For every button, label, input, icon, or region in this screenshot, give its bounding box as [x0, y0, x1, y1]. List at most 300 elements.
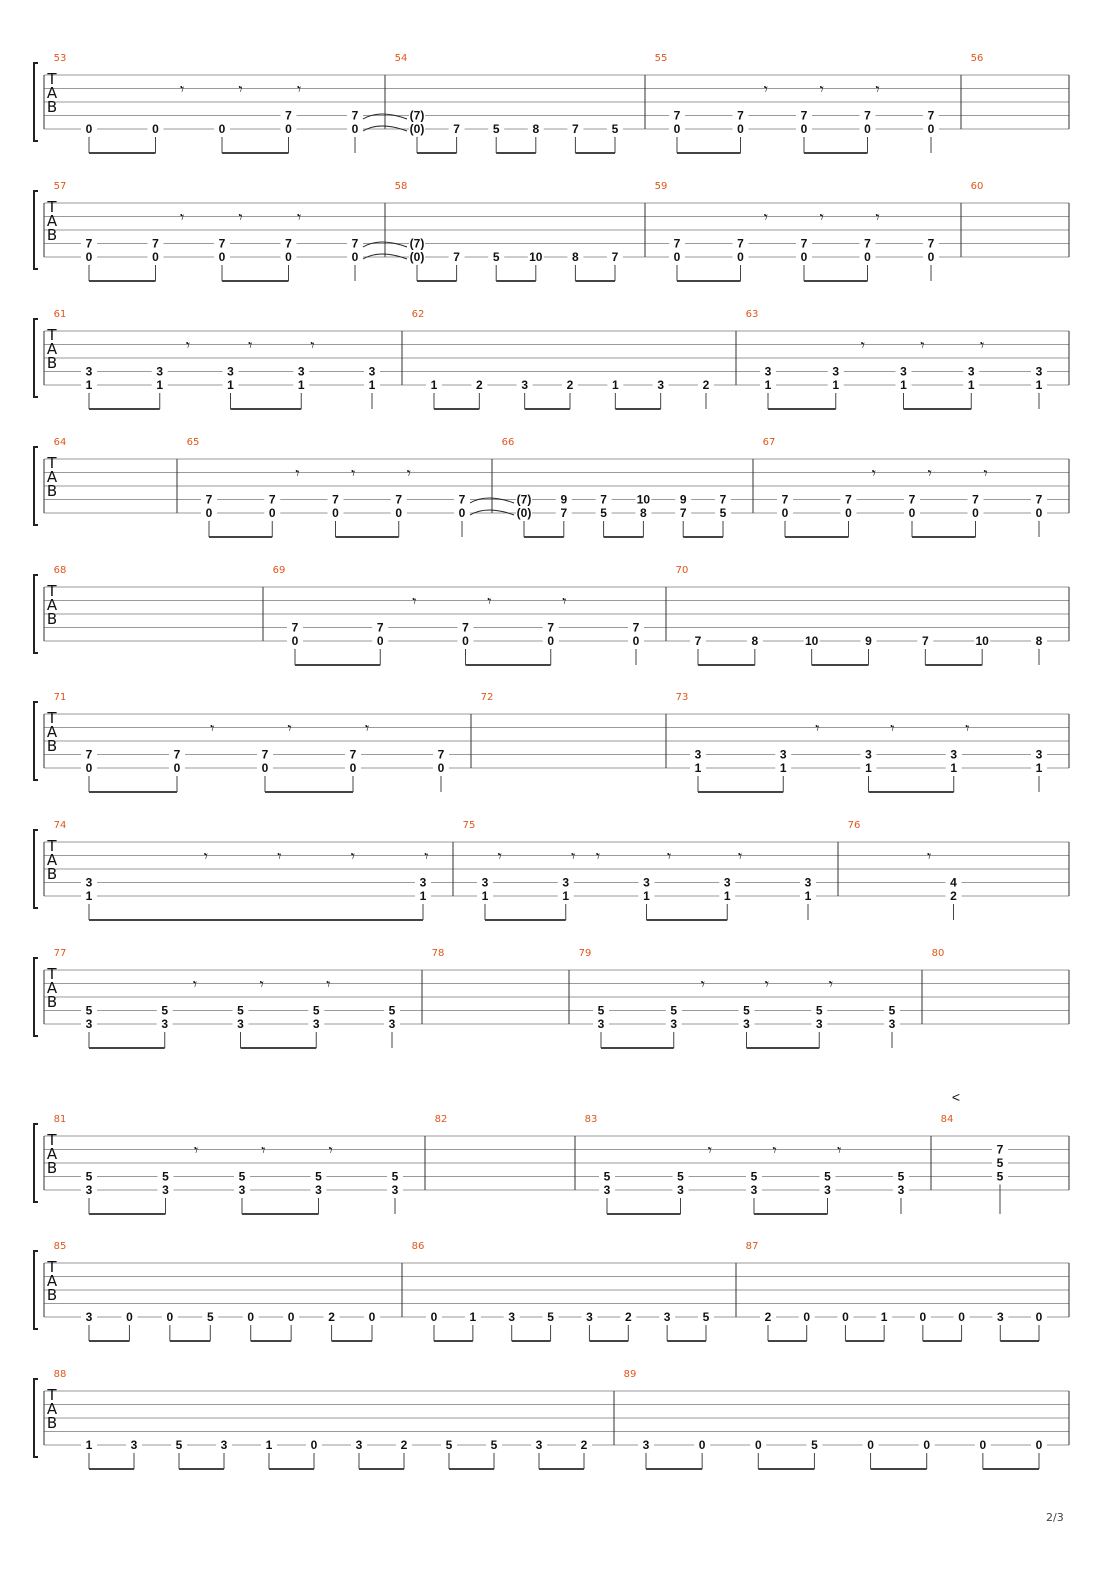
system-bracket — [34, 1379, 38, 1457]
eighth-rest: 𝄾 — [328, 1142, 333, 1160]
fret-number: 0 — [268, 506, 276, 520]
fret-number: 1 — [779, 761, 787, 775]
eighth-rest: 𝄾 — [412, 593, 417, 611]
fret-number: 3 — [238, 1183, 246, 1197]
fret-number: 3 — [481, 875, 489, 890]
tab-clef-letter: A — [46, 723, 58, 741]
fret-number: 5 — [490, 1438, 498, 1452]
fret-number: 0 — [737, 250, 744, 264]
fret-number: 5 — [677, 1169, 684, 1184]
fret-number: 7 — [261, 747, 269, 762]
fret-number: 0 — [927, 250, 935, 264]
fret-number: 1 — [967, 378, 975, 392]
measure-number: 62 — [411, 309, 425, 320]
fret-number: 3 — [750, 1183, 758, 1197]
fret-number: 7 — [349, 747, 357, 762]
eighth-rest: 𝄾 — [738, 848, 743, 866]
fret-number: 5 — [445, 1438, 453, 1452]
fret-number: (0) — [516, 506, 532, 520]
fret-number: 3 — [723, 875, 731, 890]
fret-number: 5 — [702, 1310, 710, 1324]
fret-number: 3 — [312, 1017, 320, 1031]
fret-number: 8 — [532, 122, 540, 136]
fret-number: 0 — [85, 761, 93, 775]
fret-number: 0 — [368, 1310, 376, 1324]
eighth-rest: 𝄾 — [259, 976, 264, 994]
fret-number: 2 — [624, 1310, 632, 1324]
eighth-rest: 𝄾 — [210, 720, 215, 738]
eighth-rest: 𝄾 — [763, 81, 769, 99]
fret-number: 1 — [85, 889, 93, 903]
fret-number: 1 — [1035, 761, 1043, 775]
measure-number: 58 — [394, 181, 408, 192]
fret-number: 7 — [173, 747, 181, 762]
fret-number: 7 — [800, 108, 808, 123]
fret-number: 0 — [867, 1438, 874, 1452]
tab-clef-letter: B — [46, 865, 58, 883]
tab-clef-letter: A — [46, 340, 58, 358]
fret-number: 0 — [351, 122, 359, 136]
eighth-rest: 𝄾 — [927, 848, 932, 866]
fret-number: 0 — [85, 122, 93, 136]
measure-number: 79 — [578, 948, 592, 959]
fret-number: 2 — [400, 1438, 408, 1452]
fret-number: 3 — [162, 1183, 169, 1197]
tab-clef-letter: B — [46, 482, 58, 500]
eighth-rest: 𝄾 — [927, 465, 932, 483]
measure-number: 83 — [584, 1114, 598, 1125]
fret-number: 3 — [694, 747, 702, 762]
fret-number: 5 — [161, 1003, 169, 1018]
fret-number: 7 — [453, 250, 460, 264]
tab-clef-letter: A — [46, 212, 58, 230]
fret-number: 7 — [737, 108, 744, 123]
tab-clef-letter: T — [47, 1258, 57, 1276]
tab-clef-letter: B — [46, 737, 58, 755]
measure-number: 81 — [53, 1114, 67, 1125]
tab-clef-letter: A — [46, 851, 58, 869]
fret-number: 8 — [640, 506, 647, 520]
fret-number: 3 — [562, 875, 570, 890]
fret-number: 3 — [156, 364, 164, 379]
fret-number: 5 — [391, 1169, 399, 1184]
fret-number: 0 — [673, 250, 681, 264]
eighth-rest: 𝄾 — [875, 81, 880, 99]
fret-number: 5 — [603, 1169, 611, 1184]
measure-number: 69 — [272, 565, 286, 576]
eighth-rest: 𝄾 — [287, 720, 292, 738]
fret-number: 9 — [865, 634, 872, 648]
tab-clef-letter: B — [46, 1286, 58, 1304]
eighth-rest: 𝄾 — [185, 337, 191, 355]
fret-number: 7 — [845, 492, 852, 507]
measure-number: 85 — [53, 1241, 67, 1252]
fret-number: 1 — [764, 378, 772, 392]
tab-clef-letter: A — [46, 84, 58, 102]
eighth-rest: 𝄾 — [571, 848, 576, 866]
eighth-rest: 𝄾 — [772, 1142, 777, 1160]
fret-number: 0 — [803, 1310, 811, 1324]
fret-number: (7) — [516, 492, 532, 507]
fret-number: 0 — [737, 122, 744, 136]
fret-number: 3 — [677, 1183, 684, 1197]
fret-number: 2 — [702, 378, 710, 392]
tab-clef-letter: A — [46, 1400, 58, 1418]
fret-number: 3 — [764, 364, 772, 379]
fret-number: 9 — [560, 492, 568, 507]
fret-number: 0 — [458, 506, 466, 520]
measure-number: 82 — [434, 1114, 448, 1125]
eighth-rest: 𝄾 — [326, 976, 331, 994]
fret-number: 0 — [919, 1310, 927, 1324]
fret-number: 3 — [779, 747, 787, 762]
measure-number: 75 — [462, 820, 476, 831]
fret-number: 8 — [1035, 634, 1043, 648]
fret-number: 3 — [950, 747, 958, 762]
eighth-rest: 𝄾 — [871, 465, 877, 483]
fret-number: 7 — [632, 620, 640, 635]
fret-number: 0 — [247, 1310, 255, 1324]
fret-number: 1 — [950, 761, 958, 775]
fret-number: 1 — [562, 889, 570, 903]
fret-number: 0 — [927, 122, 935, 136]
fret-number: 5 — [85, 1003, 93, 1018]
fret-number: 5 — [670, 1003, 678, 1018]
fret-number: 0 — [800, 122, 808, 136]
fret-number: 0 — [698, 1438, 706, 1452]
fret-number: 5 — [492, 122, 500, 136]
fret-number: 0 — [842, 1310, 849, 1324]
measure-number: 78 — [431, 948, 445, 959]
fret-number: 7 — [908, 492, 916, 507]
tab-clef-letter: B — [46, 610, 58, 628]
eighth-rest: 𝄾 — [875, 209, 880, 227]
fret-number: 1 — [430, 378, 438, 392]
eighth-rest: 𝄾 — [192, 976, 198, 994]
measure-number: 55 — [654, 53, 668, 64]
fret-number: 0 — [332, 506, 339, 520]
fret-number: 3 — [535, 1438, 543, 1452]
fret-number: 5 — [719, 506, 727, 520]
fret-number: 3 — [824, 1183, 831, 1197]
fret-number: 0 — [152, 122, 159, 136]
eighth-rest: 𝄾 — [248, 337, 253, 355]
fret-number: 0 — [376, 634, 384, 648]
measure-number: 53 — [53, 53, 67, 64]
eighth-rest: 𝄾 — [828, 976, 834, 994]
fret-number: 7 — [927, 236, 935, 251]
measure-number: 77 — [53, 948, 67, 959]
fret-number: (0) — [409, 122, 425, 136]
fret-number: 7 — [972, 492, 979, 507]
fret-number: 5 — [888, 1003, 896, 1018]
fret-number: 3 — [355, 1438, 363, 1452]
fret-number: 1 — [227, 378, 234, 392]
measure-number: 64 — [53, 437, 67, 448]
eighth-rest: 𝄾 — [700, 976, 705, 994]
eighth-rest: 𝄾 — [819, 209, 824, 227]
tab-clef-letter: B — [46, 1414, 58, 1432]
fret-number: 0 — [923, 1438, 931, 1452]
measure-number: 80 — [931, 948, 945, 959]
system-bracket — [34, 575, 38, 653]
measure-number: 70 — [675, 565, 689, 576]
eighth-rest: 𝄾 — [261, 1142, 266, 1160]
measure-number: 59 — [654, 181, 668, 192]
fret-number: 8 — [572, 250, 579, 264]
fret-number: 7 — [547, 620, 555, 635]
eighth-rest: 𝄾 — [238, 209, 243, 227]
fret-number: 0 — [800, 250, 808, 264]
eighth-rest: 𝄾 — [351, 465, 356, 483]
tab-clef-letter: T — [47, 837, 57, 855]
fret-number: 0 — [864, 250, 871, 264]
tab-clef-letter: T — [47, 582, 57, 600]
fret-number: 7 — [351, 108, 359, 123]
fret-number: 1 — [85, 1438, 93, 1452]
measure-number: 60 — [970, 181, 984, 192]
measure-number: 87 — [745, 1241, 759, 1252]
measure-number: 67 — [762, 437, 776, 448]
fret-number: 3 — [888, 1017, 896, 1031]
fret-number: 5 — [492, 250, 500, 264]
eighth-rest: 𝄾 — [295, 465, 300, 483]
fret-number: 3 — [603, 1183, 611, 1197]
fret-number: 3 — [804, 875, 812, 890]
fret-number: 7 — [864, 236, 871, 251]
fret-number: 7 — [285, 236, 292, 251]
fret-number: 7 — [921, 634, 929, 648]
fret-number: 3 — [315, 1183, 322, 1197]
fret-number: 7 — [291, 620, 299, 635]
measure-number: 71 — [53, 692, 67, 703]
fret-number: 3 — [85, 1310, 93, 1324]
measure-number: 56 — [970, 53, 984, 64]
fret-number: 5 — [897, 1169, 905, 1184]
eighth-rest: 𝄾 — [238, 81, 243, 99]
eighth-rest: 𝄾 — [920, 337, 925, 355]
fret-number: 1 — [865, 761, 872, 775]
fret-number: 7 — [737, 236, 744, 251]
eighth-rest: 𝄾 — [203, 848, 209, 866]
fret-number: 3 — [597, 1017, 605, 1031]
tab-clef-letter: B — [46, 354, 58, 372]
fret-number: 4 — [950, 875, 957, 890]
fret-number: 7 — [332, 492, 339, 507]
fret-number: 5 — [600, 506, 607, 520]
fret-number: 0 — [395, 506, 403, 520]
fret-number: 0 — [310, 1438, 318, 1452]
eighth-rest: 𝄾 — [890, 720, 895, 738]
fret-number: 7 — [376, 620, 384, 635]
measure-number: 66 — [501, 437, 515, 448]
fret-number: 3 — [388, 1017, 396, 1031]
fret-number: 0 — [754, 1438, 762, 1452]
fret-number: 1 — [723, 889, 731, 903]
eighth-rest: 𝄾 — [497, 848, 502, 866]
fret-number: 1 — [900, 378, 907, 392]
eighth-rest: 𝄾 — [364, 720, 370, 738]
eighth-rest: 𝄾 — [297, 81, 302, 99]
fret-number: 0 — [845, 506, 852, 520]
eighth-rest: 𝄾 — [297, 209, 302, 227]
fret-number: (7) — [409, 108, 425, 123]
measure-number: 73 — [675, 692, 689, 703]
fret-number: 0 — [218, 122, 226, 136]
tab-clef-letter: T — [47, 1131, 57, 1149]
fret-number: 2 — [328, 1310, 335, 1324]
fret-number: 1 — [611, 378, 619, 392]
eighth-rest: 𝄾 — [310, 337, 315, 355]
system-bracket — [34, 319, 38, 397]
eighth-rest: 𝄾 — [837, 1142, 842, 1160]
fret-number: 3 — [897, 1183, 905, 1197]
fret-number: 1 — [265, 1438, 273, 1452]
fret-number: 7 — [781, 492, 789, 507]
fret-number: 10 — [636, 492, 651, 507]
fret-number: 0 — [958, 1310, 965, 1324]
tab-clef-letter: A — [46, 1272, 58, 1290]
tab-clef-letter: T — [47, 965, 57, 983]
fret-number: 0 — [781, 506, 789, 520]
fret-number: 0 — [1035, 1310, 1043, 1324]
fret-number: 3 — [586, 1310, 593, 1324]
fret-number: 7 — [1035, 492, 1043, 507]
tab-clef-letter: T — [47, 709, 57, 727]
fret-number: 3 — [832, 364, 840, 379]
fret-number: 7 — [205, 492, 213, 507]
eighth-rest: 𝄾 — [277, 848, 282, 866]
fret-number: 0 — [462, 634, 469, 648]
fret-number: 3 — [161, 1017, 169, 1031]
fret-number: 3 — [419, 875, 427, 890]
eighth-rest: 𝄾 — [860, 337, 865, 355]
fret-number: 10 — [529, 250, 543, 264]
tab-clef-letter: B — [46, 1159, 58, 1177]
fret-number: 3 — [85, 1017, 93, 1031]
fret-number: 10 — [975, 634, 989, 648]
fret-number: 10 — [804, 634, 819, 648]
fret-number: 0 — [85, 250, 93, 264]
fret-number: 0 — [864, 122, 871, 136]
fret-number: 3 — [743, 1017, 750, 1031]
fret-number: 0 — [1035, 1438, 1043, 1452]
fret-number: 0 — [632, 634, 640, 648]
fret-number: 7 — [572, 122, 579, 136]
fret-number: 5 — [597, 1003, 605, 1018]
fret-number: 3 — [85, 364, 93, 379]
fret-number: 7 — [560, 506, 568, 520]
fret-number: 0 — [673, 122, 681, 136]
fret-number: 1 — [368, 378, 376, 392]
fret-number: 3 — [1035, 364, 1043, 379]
eighth-rest: 𝄾 — [562, 593, 567, 611]
tab-clef-letter: A — [46, 1145, 58, 1163]
fret-number: 3 — [642, 1438, 650, 1452]
system-bracket — [34, 1251, 38, 1329]
fret-number: 7 — [85, 747, 93, 762]
eighth-rest: 𝄾 — [819, 81, 824, 99]
fret-number: 5 — [815, 1003, 823, 1018]
fret-number: 5 — [996, 1169, 1004, 1184]
system-bracket — [34, 447, 38, 525]
fret-number: 7 — [285, 108, 292, 123]
fret-number: 0 — [205, 506, 213, 520]
measure-number: 72 — [480, 692, 494, 703]
fret-number: 3 — [663, 1310, 671, 1324]
fret-number: 7 — [673, 108, 681, 123]
fret-number: 5 — [996, 1156, 1004, 1170]
fret-number: 5 — [811, 1438, 818, 1452]
eighth-rest: 𝄾 — [707, 1142, 713, 1160]
fret-number: 0 — [547, 634, 555, 648]
fret-number: 7 — [611, 250, 619, 264]
system-bracket — [34, 958, 38, 1036]
eighth-rest: 𝄾 — [666, 848, 672, 866]
fret-number: 3 — [996, 1310, 1004, 1324]
tab-clef-letter: A — [46, 979, 58, 997]
fret-number: 5 — [315, 1169, 322, 1184]
fret-number: 3 — [237, 1017, 244, 1031]
fret-number: 3 — [815, 1017, 823, 1031]
fret-number: 1 — [297, 378, 305, 392]
tab-clef-letter: B — [46, 993, 58, 1011]
fret-number: 7 — [864, 108, 871, 123]
fret-number: 7 — [437, 747, 445, 762]
fret-number: 7 — [694, 634, 702, 648]
fret-number: 3 — [967, 364, 975, 379]
fret-number: 0 — [1035, 506, 1043, 520]
fret-number: 8 — [751, 634, 759, 648]
fret-number: 7 — [679, 506, 687, 520]
fret-number: 5 — [824, 1169, 831, 1184]
fret-number: 7 — [996, 1142, 1004, 1157]
fret-number: 1 — [469, 1310, 477, 1324]
fret-number: 3 — [900, 364, 907, 379]
fret-number: 5 — [206, 1310, 214, 1324]
measure-number: 54 — [394, 53, 408, 64]
fret-number: 0 — [261, 761, 269, 775]
measure-number: 68 — [53, 565, 67, 576]
fret-number: 3 — [865, 747, 872, 762]
measure-number: 84 — [940, 1114, 954, 1125]
fret-number: 5 — [85, 1169, 93, 1184]
eighth-rest: 𝄾 — [193, 1142, 199, 1160]
fret-number: 5 — [162, 1169, 169, 1184]
fret-number: 1 — [880, 1310, 888, 1324]
fret-number: 5 — [238, 1169, 246, 1184]
fret-number: 3 — [391, 1183, 399, 1197]
fret-number: 0 — [979, 1438, 987, 1452]
fret-number: 0 — [173, 761, 181, 775]
fret-number: 2 — [580, 1438, 588, 1452]
tab-clef-letter: T — [47, 454, 57, 472]
fret-number: 7 — [673, 236, 681, 251]
fret-number: 3 — [297, 364, 305, 379]
measure-number: 65 — [186, 437, 200, 448]
fret-number: 3 — [368, 364, 376, 379]
fret-number: 7 — [719, 492, 727, 507]
fret-number: 7 — [800, 236, 808, 251]
system-bracket — [34, 702, 38, 780]
fret-number: 7 — [152, 236, 159, 251]
tab-clef-letter: A — [46, 596, 58, 614]
fret-number: 5 — [743, 1003, 750, 1018]
fret-number: 5 — [237, 1003, 244, 1018]
eighth-rest: 𝄾 — [815, 720, 820, 738]
system-bracket — [34, 830, 38, 908]
measure-number: 86 — [411, 1241, 425, 1252]
